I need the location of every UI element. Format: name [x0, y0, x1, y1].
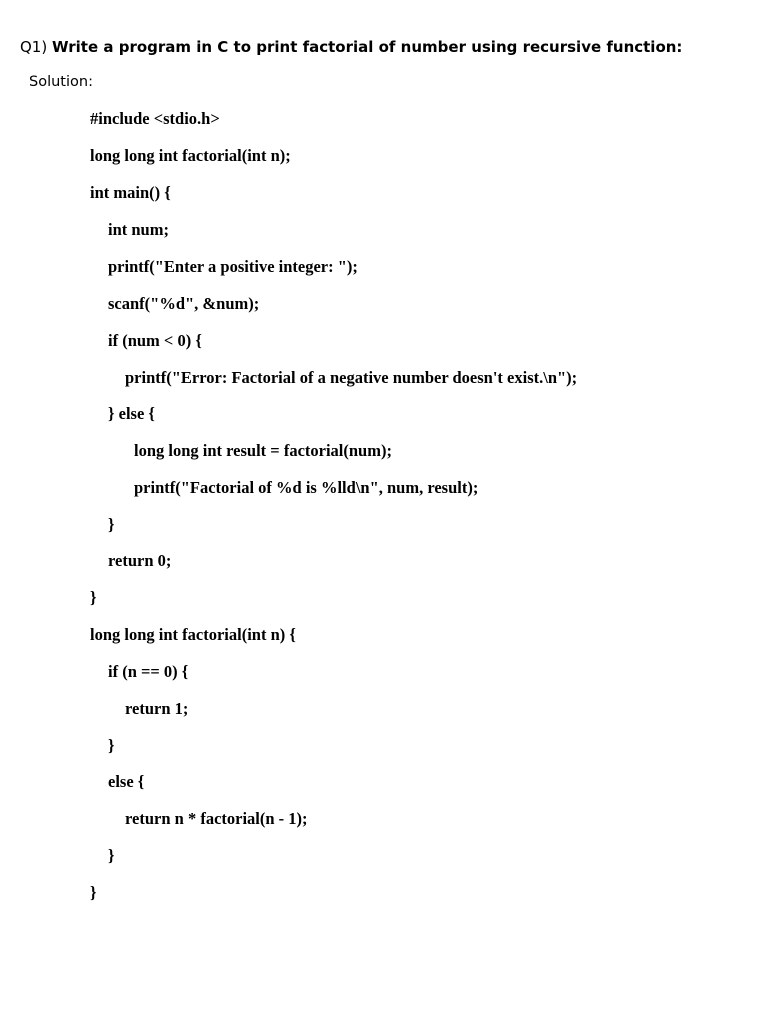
- code-line: long long int result = factorial(num);: [134, 441, 392, 460]
- question-text: Write a program in C to print factorial of number using recursive function:: [51, 38, 683, 56]
- question-heading: [20, 38, 682, 56]
- code-line: }: [108, 515, 115, 534]
- code-line: } else {: [108, 404, 155, 423]
- question-number: Q1): [20, 38, 48, 56]
- code-line: return n * factorial(n - 1);: [125, 809, 308, 828]
- code-line: int num;: [108, 220, 169, 239]
- code-line: if (num < 0) {: [108, 331, 202, 350]
- code-line: }: [108, 846, 115, 865]
- code-line: printf("Factorial of %d is %lld\n", num, result);: [134, 478, 479, 497]
- code-line: }: [90, 588, 97, 607]
- code-line: int main() {: [90, 183, 171, 202]
- code-line: if (n == 0) {: [108, 662, 189, 681]
- code-line: long long int factorial(int n) {: [90, 625, 296, 644]
- code-line: #include <stdio.h>: [90, 109, 220, 128]
- code-line: printf("Enter a positive integer: ");: [108, 257, 358, 276]
- code-line: }: [90, 883, 97, 902]
- code-line: return 0;: [108, 551, 172, 570]
- solution-label: Solution:: [29, 74, 93, 90]
- code-line: printf("Error: Factorial of a negative number doesn't exist.\n");: [125, 368, 578, 387]
- code-line: long long int factorial(int n);: [90, 146, 291, 165]
- code-line: return 1;: [125, 699, 189, 718]
- code-line: else {: [108, 772, 145, 791]
- code-line: }: [108, 736, 115, 755]
- code-line: scanf("%d", &num);: [108, 294, 260, 313]
